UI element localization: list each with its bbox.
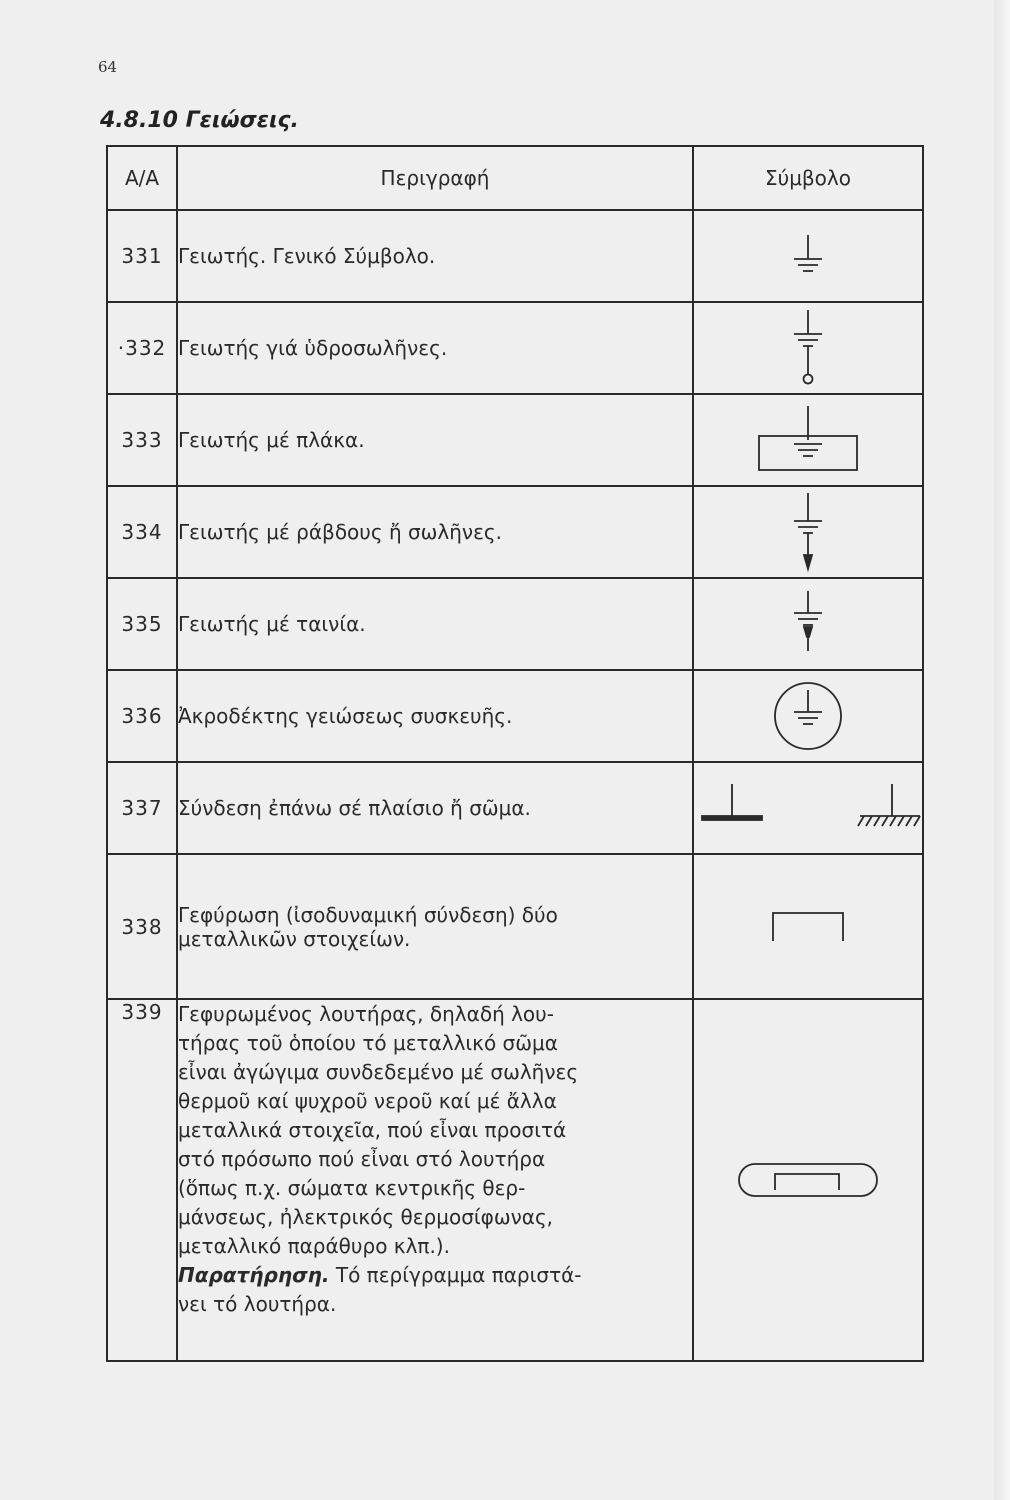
description-line: θερμοῦ καί ψυχροῦ νεροῦ καί μέ ἄλλα (178, 1089, 557, 1113)
row-number: 333 (107, 394, 177, 486)
row-description: Ἀκροδέκτης γειώσεως συσκευῆς. (177, 670, 693, 762)
row-symbol (693, 762, 923, 854)
row-description: Γειωτής μέ πλάκα. (177, 394, 693, 486)
description-line: στό πρόσωπο πού εἶναι στό λουτήρα (178, 1147, 546, 1171)
row-number: 338 (107, 854, 177, 999)
description-line: μεταλλικῶν στοιχείων. (178, 926, 411, 951)
bonded-bathtub-icon (733, 1158, 883, 1202)
table-row (107, 999, 923, 1361)
row-number: ·332 (107, 302, 177, 394)
earth-plate-icon (753, 404, 863, 476)
description-line: Γεφυρωμένος λουτήρας, δηλαδή λου- (178, 1002, 554, 1026)
row-symbol (693, 854, 923, 999)
table-row (107, 578, 923, 670)
earth-general-icon (778, 231, 838, 281)
device-earth-terminal-icon (768, 676, 848, 756)
earth-water-pipes-icon (778, 308, 838, 388)
description-line: τήρας τοῦ ὁποίου τό μεταλλικό σῶμα (178, 1031, 558, 1055)
header-symbol: Σύμβολο (693, 146, 923, 210)
table-row (107, 302, 923, 394)
table-row (107, 210, 923, 302)
description-line: μεταλλικό παράθυρο κλπ.). (178, 1234, 450, 1258)
row-description: Γειωτής. Γενικό Σύμβολο. (177, 210, 693, 302)
header-description: Περιγραφή (177, 146, 693, 210)
table-row (107, 486, 923, 578)
description-line: Γεφύρωση (ἰσοδυναμική σύνδεση) δύο (178, 902, 558, 927)
row-symbol (693, 670, 923, 762)
table-row (107, 854, 923, 999)
row-number: 337 (107, 762, 177, 854)
section-title: 4.8.10 Γειώσεις. (100, 108, 299, 133)
row-description: Σύνδεση ἐπάνω σέ πλαίσιο ἤ σῶμα. (177, 762, 693, 854)
row-symbol (693, 486, 923, 578)
page-edge (994, 0, 1010, 1500)
note-text: Τό περίγραμμα παριστά- (335, 1263, 582, 1287)
row-description: Γειωτής γιά ὑδροσωλῆνες. (177, 302, 693, 394)
row-description (177, 854, 693, 999)
earth-strip-icon (778, 589, 838, 659)
row-description: Γειωτής μέ ταινία. (177, 578, 693, 670)
row-symbol (693, 999, 923, 1361)
row-number: 331 (107, 210, 177, 302)
earthing-symbols-table (106, 145, 924, 1362)
note-label: Παρατήρηση. (178, 1263, 330, 1287)
description-line: (ὅπως π.χ. σώματα κεντρικῆς θερ- (178, 1176, 526, 1200)
frame-connection-icon (694, 778, 922, 838)
row-number: 336 (107, 670, 177, 762)
table-header-row (107, 146, 923, 210)
note-line (178, 1261, 692, 1290)
table-row (107, 394, 923, 486)
row-symbol (693, 394, 923, 486)
table-row (107, 762, 923, 854)
page-number: 64 (98, 58, 118, 76)
earth-rods-icon (778, 491, 838, 573)
row-number: 335 (107, 578, 177, 670)
description-line: μάνσεως, ἠλεκτρικός θερμοσίφωνας, (178, 1205, 554, 1229)
bonding-bridge-icon (763, 907, 853, 947)
row-description (177, 999, 693, 1361)
header-number: Α/Α (107, 146, 177, 210)
row-number: 334 (107, 486, 177, 578)
description-line: εἶναι ἀγώγιμα συνδεδεμένο μέ σωλῆνες (178, 1060, 579, 1084)
row-symbol (693, 578, 923, 670)
row-description: Γειωτής μέ ράβδους ἤ σωλῆνες. (177, 486, 693, 578)
description-line: μεταλλικά στοιχεῖα, πού εἶναι προσιτά (178, 1118, 567, 1142)
table-row (107, 670, 923, 762)
row-symbol (693, 210, 923, 302)
note-last-line: νει τό λουτήρα. (178, 1292, 337, 1316)
row-symbol (693, 302, 923, 394)
row-number: 339 (107, 999, 177, 1361)
